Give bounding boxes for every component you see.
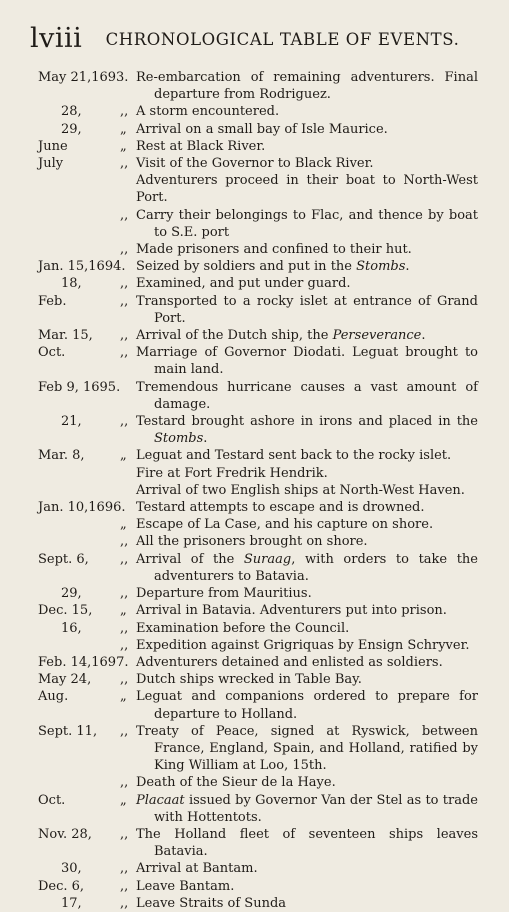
entry-event: Arrival at Bantam. bbox=[136, 861, 258, 877]
entry-date: June bbox=[38, 138, 68, 154]
entry-event: Carry their belongings to Flac, and thence by boat to S.E. port bbox=[136, 207, 478, 240]
entry-date: 29, bbox=[61, 121, 82, 137]
ditto-mark: ,, bbox=[120, 637, 129, 653]
ditto-mark: ,, bbox=[120, 672, 129, 688]
table-row bbox=[38, 637, 478, 654]
entry-event: Transported to a rocky islet at entrance of Grand Port. bbox=[136, 293, 478, 326]
entry-event: A storm encountered. bbox=[136, 104, 280, 120]
entry-date: Oct. bbox=[38, 345, 66, 361]
entry-date: Jan. 15,1694. bbox=[38, 259, 126, 275]
ditto-mark bbox=[116, 465, 136, 482]
page-number: lviii bbox=[30, 23, 83, 54]
page-header bbox=[30, 22, 475, 56]
ditto-mark: ,, bbox=[120, 586, 129, 602]
entry-date bbox=[38, 637, 116, 654]
entry-date: Oct. bbox=[38, 792, 66, 808]
ditto-mark bbox=[116, 379, 136, 413]
entry-event: Seized by soldiers and put in the Stombs. bbox=[136, 259, 410, 275]
table-row bbox=[38, 379, 478, 413]
entry-event: Leguat and companions ordered to prepare for departure to Holland. bbox=[136, 689, 478, 722]
table-row bbox=[38, 172, 478, 206]
entry-date: Feb. 14,1697. bbox=[38, 654, 129, 670]
entry-date: Jan. 10,1696. bbox=[38, 500, 126, 516]
entry-date bbox=[38, 465, 116, 482]
entry-event: Death of the Sieur de la Haye. bbox=[136, 775, 336, 791]
entry-date: Nov. 28, bbox=[38, 826, 92, 842]
ditto-mark: ,, bbox=[120, 276, 129, 292]
table-row bbox=[38, 293, 478, 327]
ditto-mark: ,, bbox=[120, 878, 129, 894]
ditto-mark: „ bbox=[120, 138, 127, 154]
entry-event: Leave Bantam. bbox=[136, 878, 235, 894]
table-row bbox=[38, 482, 478, 499]
ditto-mark: ,, bbox=[120, 293, 129, 309]
table-row bbox=[38, 103, 478, 120]
table-row bbox=[38, 275, 478, 292]
entry-event: Visit of the Governor to Black River. bbox=[136, 156, 374, 172]
entry-date: Feb. bbox=[38, 293, 67, 309]
ditto-mark: ,, bbox=[120, 242, 129, 258]
ditto-mark: ,, bbox=[120, 551, 129, 567]
table-row bbox=[38, 551, 478, 585]
table-row bbox=[38, 620, 478, 637]
table-row bbox=[38, 723, 478, 775]
entry-event: Examination before the Council. bbox=[136, 620, 350, 636]
ditto-mark bbox=[116, 258, 136, 275]
table-row bbox=[38, 895, 478, 912]
entry-event: Testard attempts to escape and is drowned. bbox=[136, 500, 425, 516]
table-row bbox=[38, 826, 478, 860]
entry-event: Leguat and Testard sent back to the rocky islet. bbox=[136, 448, 452, 464]
entry-event: Tremendous hurricane causes a vast amount of damage. bbox=[136, 379, 478, 412]
ditto-mark: ,, bbox=[120, 207, 129, 223]
ditto-mark: ,, bbox=[120, 156, 129, 172]
table-row bbox=[38, 465, 478, 482]
running-head: CHRONOLOGICAL TABLE OF EVENTS. bbox=[105, 30, 460, 49]
entry-date: 17, bbox=[61, 895, 82, 911]
ditto-mark bbox=[116, 499, 136, 516]
entry-date bbox=[38, 172, 116, 206]
entry-date: May 24, bbox=[38, 672, 92, 688]
entry-event: Testard brought ashore in irons and placed in the Stombs. bbox=[136, 414, 478, 447]
entry-date: Dec. 15, bbox=[38, 603, 93, 619]
ditto-mark: „ bbox=[120, 121, 127, 137]
entry-date bbox=[38, 774, 116, 791]
entry-date: 21, bbox=[61, 414, 82, 430]
entry-event: Dutch ships wrecked in Table Bay. bbox=[136, 672, 362, 688]
ditto-mark: ,, bbox=[120, 723, 129, 739]
entry-event: Fire at Fort Fredrik Hendrik. bbox=[136, 465, 328, 481]
entry-event: Adventurers proceed in their boat to North-West Port. bbox=[136, 173, 478, 206]
ditto-mark: „ bbox=[120, 603, 127, 619]
table-row bbox=[38, 413, 478, 447]
ditto-mark bbox=[116, 172, 136, 206]
table-row bbox=[38, 878, 478, 895]
entry-event: Examined, and put under guard. bbox=[136, 276, 351, 292]
entry-event: Arrival of the Dutch ship, the Perseverance. bbox=[136, 328, 426, 344]
ditto-mark bbox=[116, 69, 136, 103]
table-row bbox=[38, 499, 478, 516]
ditto-mark: ,, bbox=[120, 861, 129, 877]
chronology-table bbox=[38, 69, 478, 912]
table-row bbox=[38, 241, 478, 258]
table-row bbox=[38, 447, 478, 464]
table-row bbox=[38, 688, 478, 722]
entry-event: Arrival on a small bay of Isle Maurice. bbox=[136, 121, 388, 137]
table-row bbox=[38, 654, 478, 671]
ditto-mark: ,, bbox=[120, 775, 129, 791]
entry-date bbox=[38, 207, 116, 241]
entry-date: May 21,1693. bbox=[38, 70, 129, 85]
table-row bbox=[38, 344, 478, 378]
entry-event: Arrival in Batavia. Adventurers put into prison. bbox=[136, 603, 447, 619]
table-row bbox=[38, 121, 478, 138]
entry-event: Expedition against Grigriquas by Ensign Schryver. bbox=[136, 637, 470, 653]
table-row bbox=[38, 585, 478, 602]
ditto-mark: „ bbox=[120, 689, 127, 705]
ditto-mark: ,, bbox=[120, 414, 129, 430]
entry-event: Treaty of Peace, signed at Ryswick, between France, England, Spain, and Holland, ratified by King William at Loo, 15th. bbox=[136, 723, 478, 774]
ditto-mark: ,, bbox=[120, 534, 129, 550]
ditto-mark: ,, bbox=[120, 345, 129, 361]
table-row bbox=[38, 602, 478, 619]
entry-date: 16, bbox=[61, 620, 82, 636]
entry-event: Escape of La Case, and his capture on shore. bbox=[136, 517, 434, 533]
entry-event: Re-embarcation of remaining adventurers. Final departure from Rodriguez. bbox=[136, 70, 478, 103]
entry-date bbox=[38, 482, 116, 499]
table-row bbox=[38, 860, 478, 877]
table-row bbox=[38, 207, 478, 241]
table-row bbox=[38, 327, 478, 344]
entry-event: Placaat issued by Governor Van der Stel as to trade with Hottentots. bbox=[136, 792, 478, 825]
entry-date: Mar. 8, bbox=[38, 448, 85, 464]
ditto-mark: „ bbox=[120, 448, 127, 464]
ditto-mark: ,, bbox=[120, 826, 129, 842]
entry-date: 18, bbox=[61, 276, 82, 292]
ditto-mark bbox=[116, 654, 136, 671]
table-row bbox=[38, 671, 478, 688]
entry-date: Dec. 6, bbox=[38, 878, 85, 894]
ditto-mark bbox=[116, 482, 136, 499]
entry-date: 30, bbox=[61, 861, 82, 877]
table-row bbox=[38, 792, 478, 826]
entry-event: Made prisoners and confined to their hut. bbox=[136, 242, 412, 258]
entry-date: 28, bbox=[61, 104, 82, 120]
table-row bbox=[38, 69, 478, 103]
table-row bbox=[38, 533, 478, 550]
entry-date: Mar. 15, bbox=[38, 328, 93, 344]
table-row bbox=[38, 258, 478, 275]
entry-date: Aug. bbox=[38, 689, 69, 705]
entry-event: Departure from Mauritius. bbox=[136, 586, 312, 602]
entry-date: Feb 9, 1695. bbox=[38, 379, 121, 395]
entry-date: 29, bbox=[61, 586, 82, 602]
entry-date: Sept. 11, bbox=[38, 723, 98, 739]
entry-event: Adventurers detained and enlisted as soldiers. bbox=[136, 654, 443, 670]
entry-date bbox=[38, 516, 116, 533]
ditto-mark: „ bbox=[120, 792, 127, 808]
entry-event: Leave Straits of Sunda bbox=[136, 895, 287, 911]
entry-event: Arrival of two English ships at North-West Haven. bbox=[136, 482, 465, 498]
table-row bbox=[38, 138, 478, 155]
ditto-mark: ,, bbox=[120, 104, 129, 120]
entry-date bbox=[38, 533, 116, 550]
entry-date: July bbox=[38, 156, 64, 172]
entry-event: Marriage of Governor Diodati. Leguat brought to main land. bbox=[136, 345, 478, 378]
entry-date: Sept. 6, bbox=[38, 551, 89, 567]
table-row bbox=[38, 774, 478, 791]
ditto-mark: ,, bbox=[120, 895, 129, 911]
entry-event: The Holland fleet of seventeen ships leaves Batavia. bbox=[136, 826, 478, 860]
table-row bbox=[38, 516, 478, 533]
entry-date bbox=[38, 241, 116, 258]
ditto-mark: „ bbox=[120, 517, 127, 533]
entry-event: Arrival of the Suraag, with orders to take the adventurers to Batavia. bbox=[136, 551, 478, 584]
entry-event: Rest at Black River. bbox=[136, 138, 266, 154]
table-row bbox=[38, 155, 478, 172]
entry-event: All the prisoners brought on shore. bbox=[136, 534, 368, 550]
ditto-mark: ,, bbox=[120, 620, 129, 636]
ditto-mark: ,, bbox=[120, 328, 129, 344]
